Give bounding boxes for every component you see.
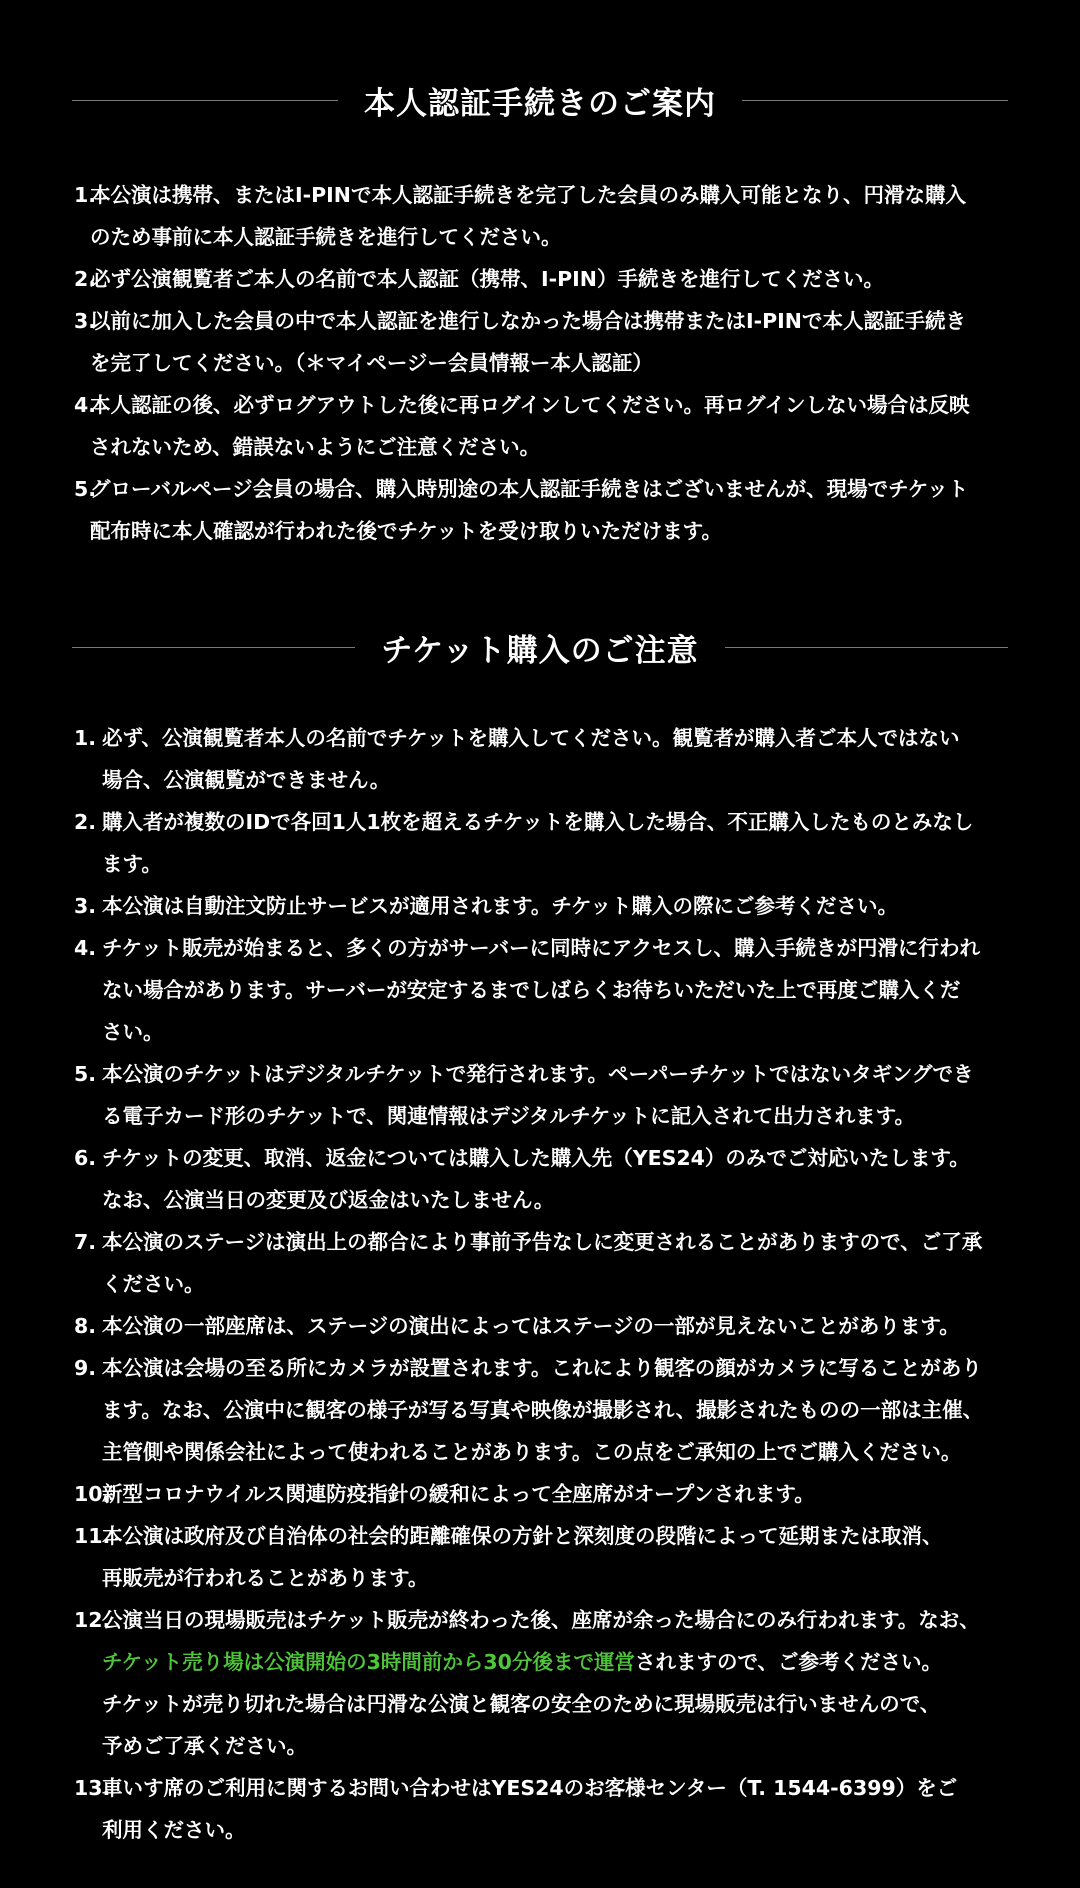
item-text: 購入者が複数のIDで各回1人1枚を超えるチケットを購入した場合、不正購入したものとみなし: [102, 810, 974, 834]
header-rule-left: [72, 100, 338, 101]
list-item: [74, 1221, 1014, 1305]
item-text: 本公演のチケットはデジタルチケットで発行されます。ペーパーチケットではないタギングでき: [102, 1062, 974, 1086]
list-item: [74, 927, 1014, 1053]
item-number: 9.: [74, 1356, 97, 1380]
item-number: 10.: [74, 1482, 111, 1506]
item-number: 7.: [74, 1230, 97, 1254]
item-text: 予めご了承ください。: [102, 1734, 307, 1758]
item-text-with-highlight: [102, 1641, 1014, 1683]
list-item: [74, 300, 1014, 384]
item-text: のため事前に本人認証手続きを進行してください。: [90, 225, 562, 249]
item-number: 8.: [74, 1314, 97, 1338]
list-item: [74, 1599, 1014, 1767]
item-text: 必ず公演観覧者ご本人の名前で本人認証（携帯、I-PIN）手続きを進行してください。: [90, 267, 884, 291]
auth-section-header: [72, 70, 1008, 130]
item-number: 4.: [74, 936, 97, 960]
item-number: 2.: [74, 810, 97, 834]
item-text: ます。なお、公演中に観客の様子が写る写真や映像が撮影され、撮影されたものの一部は主催、: [102, 1398, 984, 1422]
item-text: 場合、公演観覧ができません。: [102, 768, 391, 792]
item-text: 本公演は自動注文防止サービスが適用されます。チケット購入の際にご参考ください。: [102, 894, 899, 918]
item-text: ます。: [102, 852, 162, 876]
item-number: 1.: [74, 726, 97, 750]
item-text: 主管側や関係会社によって使われることがあります。この点をご承知の上でご購入ください。: [102, 1440, 962, 1464]
item-text: グローバルページ会員の場合、購入時別途の本人認証手続きはございませんが、現場でチケット: [90, 477, 969, 501]
list-item: [74, 717, 1014, 801]
item-text: ない場合があります。サーバーが安定するまでしばらくお待ちいただいた上で再度ご購入くだ: [102, 978, 961, 1002]
item-text: されないため、錯誤ないようにご注意ください。: [90, 435, 541, 459]
item-number: 5.: [74, 1062, 97, 1086]
item-text: チケット販売が始まると、多くの方がサーバーに同時にアクセスし、購入手続きが円滑に行われ: [102, 936, 981, 960]
list-item: [74, 384, 1014, 468]
list-item: [74, 801, 1014, 885]
item-number: 13.: [74, 1776, 111, 1800]
notice-list: [74, 717, 1014, 1851]
item-number: 1.: [74, 183, 97, 207]
list-item: [74, 174, 1014, 258]
list-item: [74, 1305, 1014, 1347]
list-item: [74, 1515, 1014, 1599]
item-number: 3.: [74, 894, 97, 918]
item-text: 必ず、公演観覧者本人の名前でチケットを購入してください。観覧者が購入者ご本人ではない: [102, 726, 960, 750]
auth-section-title: 本人認証手続きのご案内: [364, 85, 716, 122]
header-rule-right: [742, 100, 1008, 101]
item-text: なお、公演当日の変更及び返金はいたしません。: [102, 1188, 555, 1212]
item-number: 2.: [74, 267, 97, 291]
item-text: 利用ください。: [102, 1818, 246, 1842]
item-text: 本人認証の後、必ずログアウトした後に再ログインしてください。再ログインしない場合は反映: [90, 393, 970, 417]
item-text: 配布時に本人確認が行われた後でチケットを受け取りいただけます。: [90, 519, 723, 543]
list-item: [74, 1053, 1014, 1137]
notice-section-header: [72, 617, 1008, 677]
header-rule-right: [725, 647, 1008, 648]
item-text: 本公演は会場の至る所にカメラが設置されます。これにより観客の顔がカメラに写ることがあり: [102, 1356, 982, 1380]
list-item: [74, 885, 1014, 927]
item-text: チケットが売り切れた場合は円滑な公演と観客の安全のために現場販売は行いませんので、: [102, 1692, 941, 1716]
item-number: 12.: [74, 1608, 111, 1632]
item-text: 公演当日の現場販売はチケット販売が終わった後、座席が余った場合にのみ行われます。なお、: [102, 1608, 980, 1632]
item-text: さい。: [102, 1020, 164, 1044]
item-text: 本公演は携帯、またはI-PINで本人認証手続きを完了した会員のみ購入可能となり、円滑な購入: [90, 183, 966, 207]
item-number: 3.: [74, 309, 97, 333]
item-text: 本公演は政府及び自治体の社会的距離確保の方針と深刻度の段階によって延期または取消、: [102, 1524, 943, 1548]
item-text: ください。: [102, 1272, 205, 1296]
item-text: 以前に加入した会員の中で本人認証を進行しなかった場合は携帯またはI-PINで本人認証手続き: [90, 309, 966, 333]
item-text: チケットの変更、取消、返金については購入した購入先（YES24）のみでご対応いたします。: [102, 1146, 970, 1170]
item-text: 新型コロナウイルス関連防疫指針の緩和によって全座席がオープンされます。: [102, 1482, 815, 1506]
header-rule-left: [72, 647, 355, 648]
list-item: [74, 468, 1014, 552]
item-text: 車いす席のご利用に関するお問い合わせはYES24のお客様センター（T. 1544-6399）をご: [102, 1776, 958, 1800]
auth-list: [74, 174, 1014, 552]
list-item: [74, 1473, 1014, 1515]
item-text: を完了してください。（＊マイページー会員情報ー本人認証）: [90, 351, 653, 375]
notice-section-title: チケット購入のご注意: [381, 632, 699, 669]
item-text: る電子カード形のチケットで、関連情報はデジタルチケットに記入されて出力されます。: [102, 1104, 916, 1128]
list-item: [74, 1767, 1014, 1851]
item-number: 6.: [74, 1146, 97, 1170]
item-text-rest: されますので、ご参考ください。: [634, 1650, 943, 1674]
item-text: 再販売が行われることがあります。: [102, 1566, 429, 1590]
highlight-text: チケット売り場は公演開始の3時間前から30分後まで運営: [102, 1650, 635, 1674]
list-item: [74, 1137, 1014, 1221]
item-number: 5.: [74, 477, 97, 501]
item-number: 11.: [74, 1524, 111, 1548]
list-item: [74, 1347, 1014, 1473]
item-text: 本公演の一部座席は、ステージの演出によってはステージの一部が見えないことがあります。: [102, 1314, 960, 1338]
item-text: 本公演のステージは演出上の都合により事前予告なしに変更されることがありますので、ご了承: [102, 1230, 983, 1254]
item-number: 4.: [74, 393, 97, 417]
list-item: [74, 258, 1014, 300]
